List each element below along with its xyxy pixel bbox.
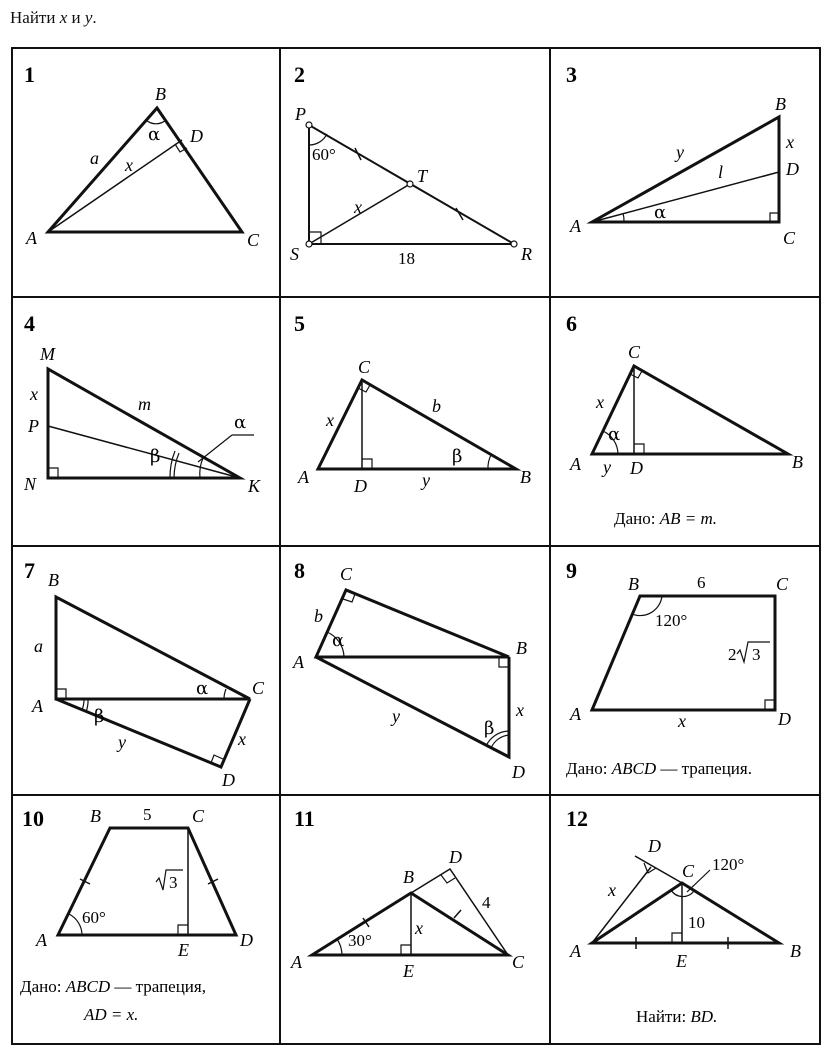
label-c: C <box>252 678 265 698</box>
angle-arc <box>337 939 342 955</box>
label-x: x <box>354 197 362 217</box>
caption-end: — трапеция. <box>656 759 752 778</box>
label-alpha: α <box>654 202 667 223</box>
problem-5 <box>294 311 531 496</box>
problem-number: 2 <box>294 62 305 87</box>
point-t <box>407 181 413 187</box>
label-a: A <box>298 467 309 487</box>
label-b: B <box>155 84 166 104</box>
label-e: E <box>403 961 414 981</box>
label-a: A <box>570 941 581 961</box>
angle-arc <box>309 134 327 145</box>
label-side-a: a <box>90 148 99 168</box>
label-height: 10 <box>688 913 705 932</box>
label-b: B <box>792 452 803 472</box>
label-c: C <box>247 230 260 250</box>
label-b: B <box>775 94 786 114</box>
label-d: D <box>786 159 799 179</box>
problem-11 <box>290 806 525 981</box>
label-d: D <box>630 458 643 478</box>
caption-text: Дано: <box>566 759 612 778</box>
caption-expr: ABCD <box>65 977 111 996</box>
label-top: 5 <box>143 805 152 824</box>
label-b: B <box>790 941 801 961</box>
triangle-abc <box>48 108 242 232</box>
label-angle: 120° <box>655 611 688 630</box>
problem-1 <box>24 62 260 250</box>
label-p: P <box>28 416 39 436</box>
label-height-root: 3 <box>169 873 178 892</box>
label-d: D <box>449 847 462 867</box>
caption <box>566 759 752 778</box>
label-b: B <box>516 638 527 658</box>
label-alpha: α <box>234 412 247 433</box>
triangle-adb <box>316 657 509 757</box>
label-d: D <box>778 709 791 729</box>
caption-expr: BD. <box>690 1007 718 1026</box>
label-x: x <box>608 880 616 900</box>
label-angle: 60° <box>312 145 336 164</box>
label-d: D <box>512 762 525 782</box>
label-b-side: b <box>314 606 323 626</box>
label-x: x <box>125 155 133 175</box>
label-alpha: α <box>608 424 621 445</box>
label-a: A <box>570 704 581 724</box>
label-y: y <box>676 142 684 162</box>
label-b: B <box>403 867 414 887</box>
label-d: D <box>354 476 367 496</box>
label-c: C <box>358 357 371 377</box>
problem-number: 6 <box>566 311 577 336</box>
problem-number: 5 <box>294 311 305 336</box>
label-c: C <box>628 342 641 362</box>
angle-arc <box>488 455 491 469</box>
label-c: C <box>340 564 353 584</box>
label-m: M <box>40 344 55 364</box>
title-var-x: x <box>59 8 68 27</box>
point-r <box>511 241 517 247</box>
problem-number: 4 <box>24 311 35 336</box>
label-a: A <box>36 930 47 950</box>
triangle-abc <box>312 893 508 955</box>
caption-text: Дано: <box>20 977 66 996</box>
label-m-side: m <box>138 394 151 414</box>
label-top: 6 <box>697 573 706 592</box>
tick-mark <box>454 910 461 918</box>
label-x: x <box>786 132 794 152</box>
problem-number: 1 <box>24 62 35 87</box>
label-side: 4 <box>482 893 491 912</box>
label-x: x <box>326 410 334 430</box>
problem-number: 9 <box>566 558 577 583</box>
label-x: x <box>678 711 686 731</box>
problem-number: 11 <box>294 806 315 831</box>
label-b: B <box>48 570 59 590</box>
problem-6 <box>566 311 803 528</box>
label-a: A <box>293 652 304 672</box>
triangle-abc <box>592 117 779 222</box>
label-x: x <box>516 700 524 720</box>
caption-expr: ABCD <box>611 759 657 778</box>
caption-expr: AB = m. <box>659 509 717 528</box>
label-b-side: b <box>432 396 441 416</box>
label-c: C <box>783 228 796 248</box>
point-s <box>306 241 312 247</box>
label-b: B <box>90 806 101 826</box>
label-c: C <box>776 574 789 594</box>
angle-arc <box>82 699 84 710</box>
label-beta: β <box>94 706 105 727</box>
label-x: x <box>415 918 423 938</box>
triangle-acb <box>592 366 788 454</box>
label-b: B <box>628 574 639 594</box>
problem-3 <box>566 62 799 248</box>
label-side-root: 3 <box>752 645 761 664</box>
label-side-coef: 2 <box>728 645 737 664</box>
title-var-y: y <box>84 8 93 27</box>
problem-2 <box>290 62 532 268</box>
problem-7 <box>24 558 265 790</box>
angle-arc <box>174 453 179 478</box>
problem-number: 12 <box>566 806 588 831</box>
problem-12 <box>566 806 801 1026</box>
label-y: y <box>118 732 126 752</box>
right-angle-mark <box>211 755 223 763</box>
caption <box>636 1007 717 1026</box>
problem-number: 3 <box>566 62 577 87</box>
label-alpha: α <box>196 678 209 699</box>
problem-number: 7 <box>24 558 35 583</box>
triangle-acb <box>592 883 779 943</box>
label-k: K <box>248 476 261 496</box>
label-y: y <box>603 457 611 477</box>
label-e: E <box>178 940 189 960</box>
right-angle-mark <box>441 875 455 883</box>
problem-4 <box>23 311 261 496</box>
caption-line-1 <box>20 977 206 996</box>
label-a-side: a <box>34 636 43 656</box>
label-y: y <box>392 706 400 726</box>
label-a: A <box>570 216 581 236</box>
label-side: 18 <box>398 249 415 268</box>
label-x: x <box>596 392 604 412</box>
label-a: A <box>570 454 581 474</box>
triangle-adc <box>56 699 250 767</box>
caption-end: — трапеция, <box>110 977 206 996</box>
label-alpha: α <box>332 630 345 651</box>
label-s: S <box>290 244 299 264</box>
problem-number: 8 <box>294 558 305 583</box>
title-prefix: Найти <box>10 8 60 27</box>
label-y: y <box>422 470 430 490</box>
caption-text: Дано: <box>614 509 660 528</box>
problem-10 <box>20 805 253 1024</box>
triangle-bac <box>56 597 250 699</box>
label-c: C <box>192 806 205 826</box>
label-alpha: α <box>148 124 161 145</box>
label-beta: β <box>484 718 495 739</box>
label-c: C <box>512 952 525 972</box>
angle-pointer <box>198 435 232 462</box>
title-end: . <box>92 8 97 27</box>
triangle-mnk <box>48 369 240 478</box>
segment-ad <box>592 867 651 943</box>
problem-number: 10 <box>22 806 44 831</box>
label-a: A <box>32 696 43 716</box>
label-e: E <box>676 951 687 971</box>
label-b: B <box>520 467 531 487</box>
label-x: x <box>238 729 246 749</box>
label-d: D <box>222 770 235 790</box>
caption <box>614 509 717 528</box>
label-n: N <box>24 474 37 494</box>
label-beta: β <box>452 446 463 467</box>
label-d: D <box>648 836 661 856</box>
label-l: l <box>718 162 724 182</box>
angle-arc <box>69 914 82 935</box>
label-beta: β <box>150 446 161 467</box>
label-r: R <box>521 244 532 264</box>
label-angle: 120° <box>712 855 745 874</box>
label-a: A <box>291 952 302 972</box>
triangle-acb <box>318 380 516 469</box>
angle-arc <box>86 699 88 712</box>
problem-9 <box>566 558 791 778</box>
caption-line-2: AD = x. <box>84 1005 139 1024</box>
title-mid: и <box>67 8 85 27</box>
label-c: C <box>682 861 695 881</box>
segment-ad <box>592 172 779 222</box>
label-angle: 30° <box>348 931 372 950</box>
problem-8 <box>292 558 527 782</box>
label-d: D <box>190 126 203 146</box>
point-p <box>306 122 312 128</box>
label-x: x <box>30 384 38 404</box>
label-a: A <box>26 228 37 248</box>
label-t: T <box>417 166 428 186</box>
label-p: P <box>295 104 306 124</box>
caption-text: Найти: <box>636 1007 691 1026</box>
label-d: D <box>240 930 253 950</box>
label-angle: 60° <box>82 908 106 927</box>
